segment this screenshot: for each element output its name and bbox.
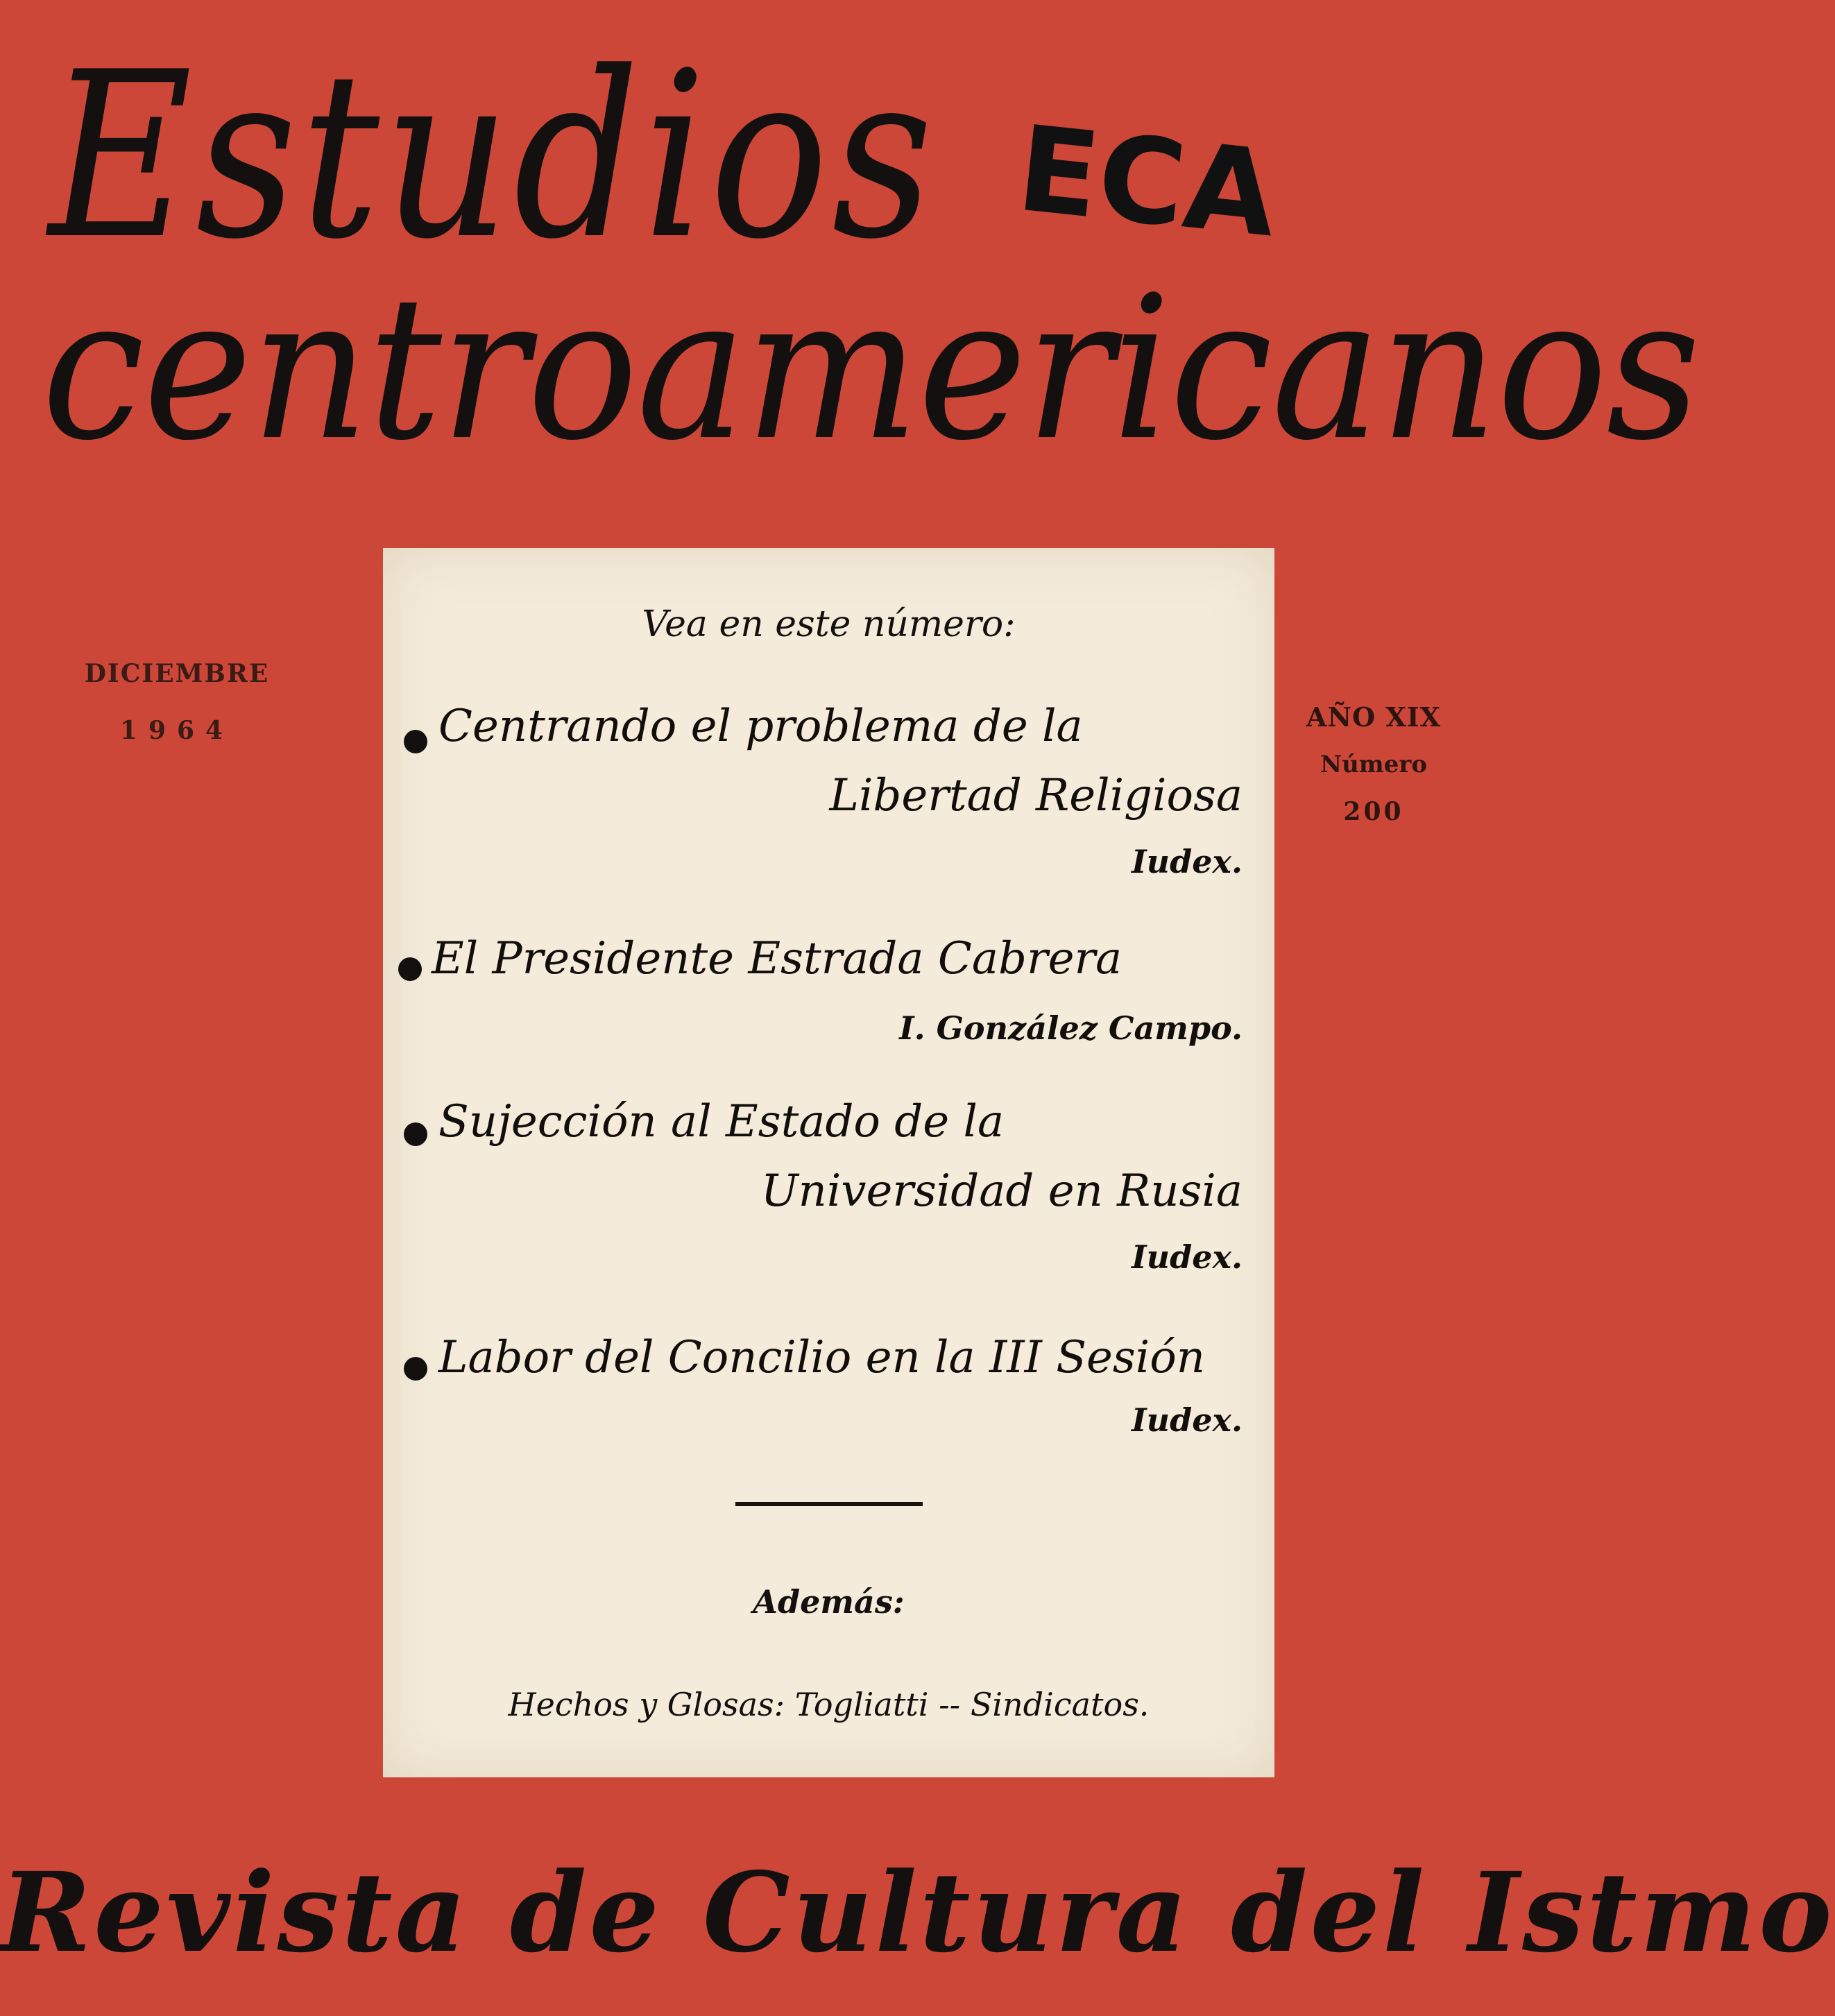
extras-label: Además:	[753, 1583, 905, 1621]
volume-label: AÑO XIX	[1306, 701, 1442, 733]
issue-number-block	[1290, 694, 1457, 835]
masthead	[0, 0, 1700, 527]
bullet-icon	[404, 1357, 427, 1381]
article-title-line-1: Centrando el problema de la	[438, 701, 1083, 752]
contents-panel	[383, 548, 1274, 1777]
issue-date	[42, 659, 312, 745]
bullet-icon	[404, 1122, 427, 1146]
article-title-line-2: Libertad Religiosa	[829, 770, 1243, 821]
magazine-title-line-1: Estudios	[49, 23, 937, 289]
bullet-icon	[404, 730, 427, 753]
divider-rule	[735, 1502, 923, 1506]
bullet-icon	[398, 957, 422, 981]
number-label: Número	[1320, 751, 1427, 778]
magazine-title-line-2: centroamericanos	[42, 254, 1700, 484]
extras-text: Hechos y Glosas: Togliatti -- Sindicatos.	[508, 1686, 1150, 1723]
article-title-line-1: Sujección al Estado de la	[438, 1096, 1005, 1147]
issue-month: DICIEMBRE	[84, 659, 270, 688]
eca-logo-text: ECA	[1011, 100, 1283, 264]
article-title-line-2: Universidad en Rusia	[760, 1165, 1243, 1217]
magazine-tagline: Revista de Cultura del Istmo	[0, 1849, 1835, 1977]
eca-logo	[1009, 100, 1342, 284]
article-author: Iudex.	[1132, 843, 1243, 880]
article-author: I. González Campo.	[899, 1009, 1243, 1047]
issue-year: 1964	[119, 716, 234, 745]
article-title-line-1: Labor del Concilio en la III Sesión	[438, 1332, 1205, 1383]
article-author: Iudex.	[1132, 1401, 1243, 1439]
number-value: 200	[1343, 797, 1404, 826]
article-title-line-1: El Presidente Estrada Cabrera	[432, 933, 1123, 984]
contents-heading: Vea en este número:	[642, 604, 1016, 645]
article-author: Iudex.	[1132, 1238, 1243, 1276]
